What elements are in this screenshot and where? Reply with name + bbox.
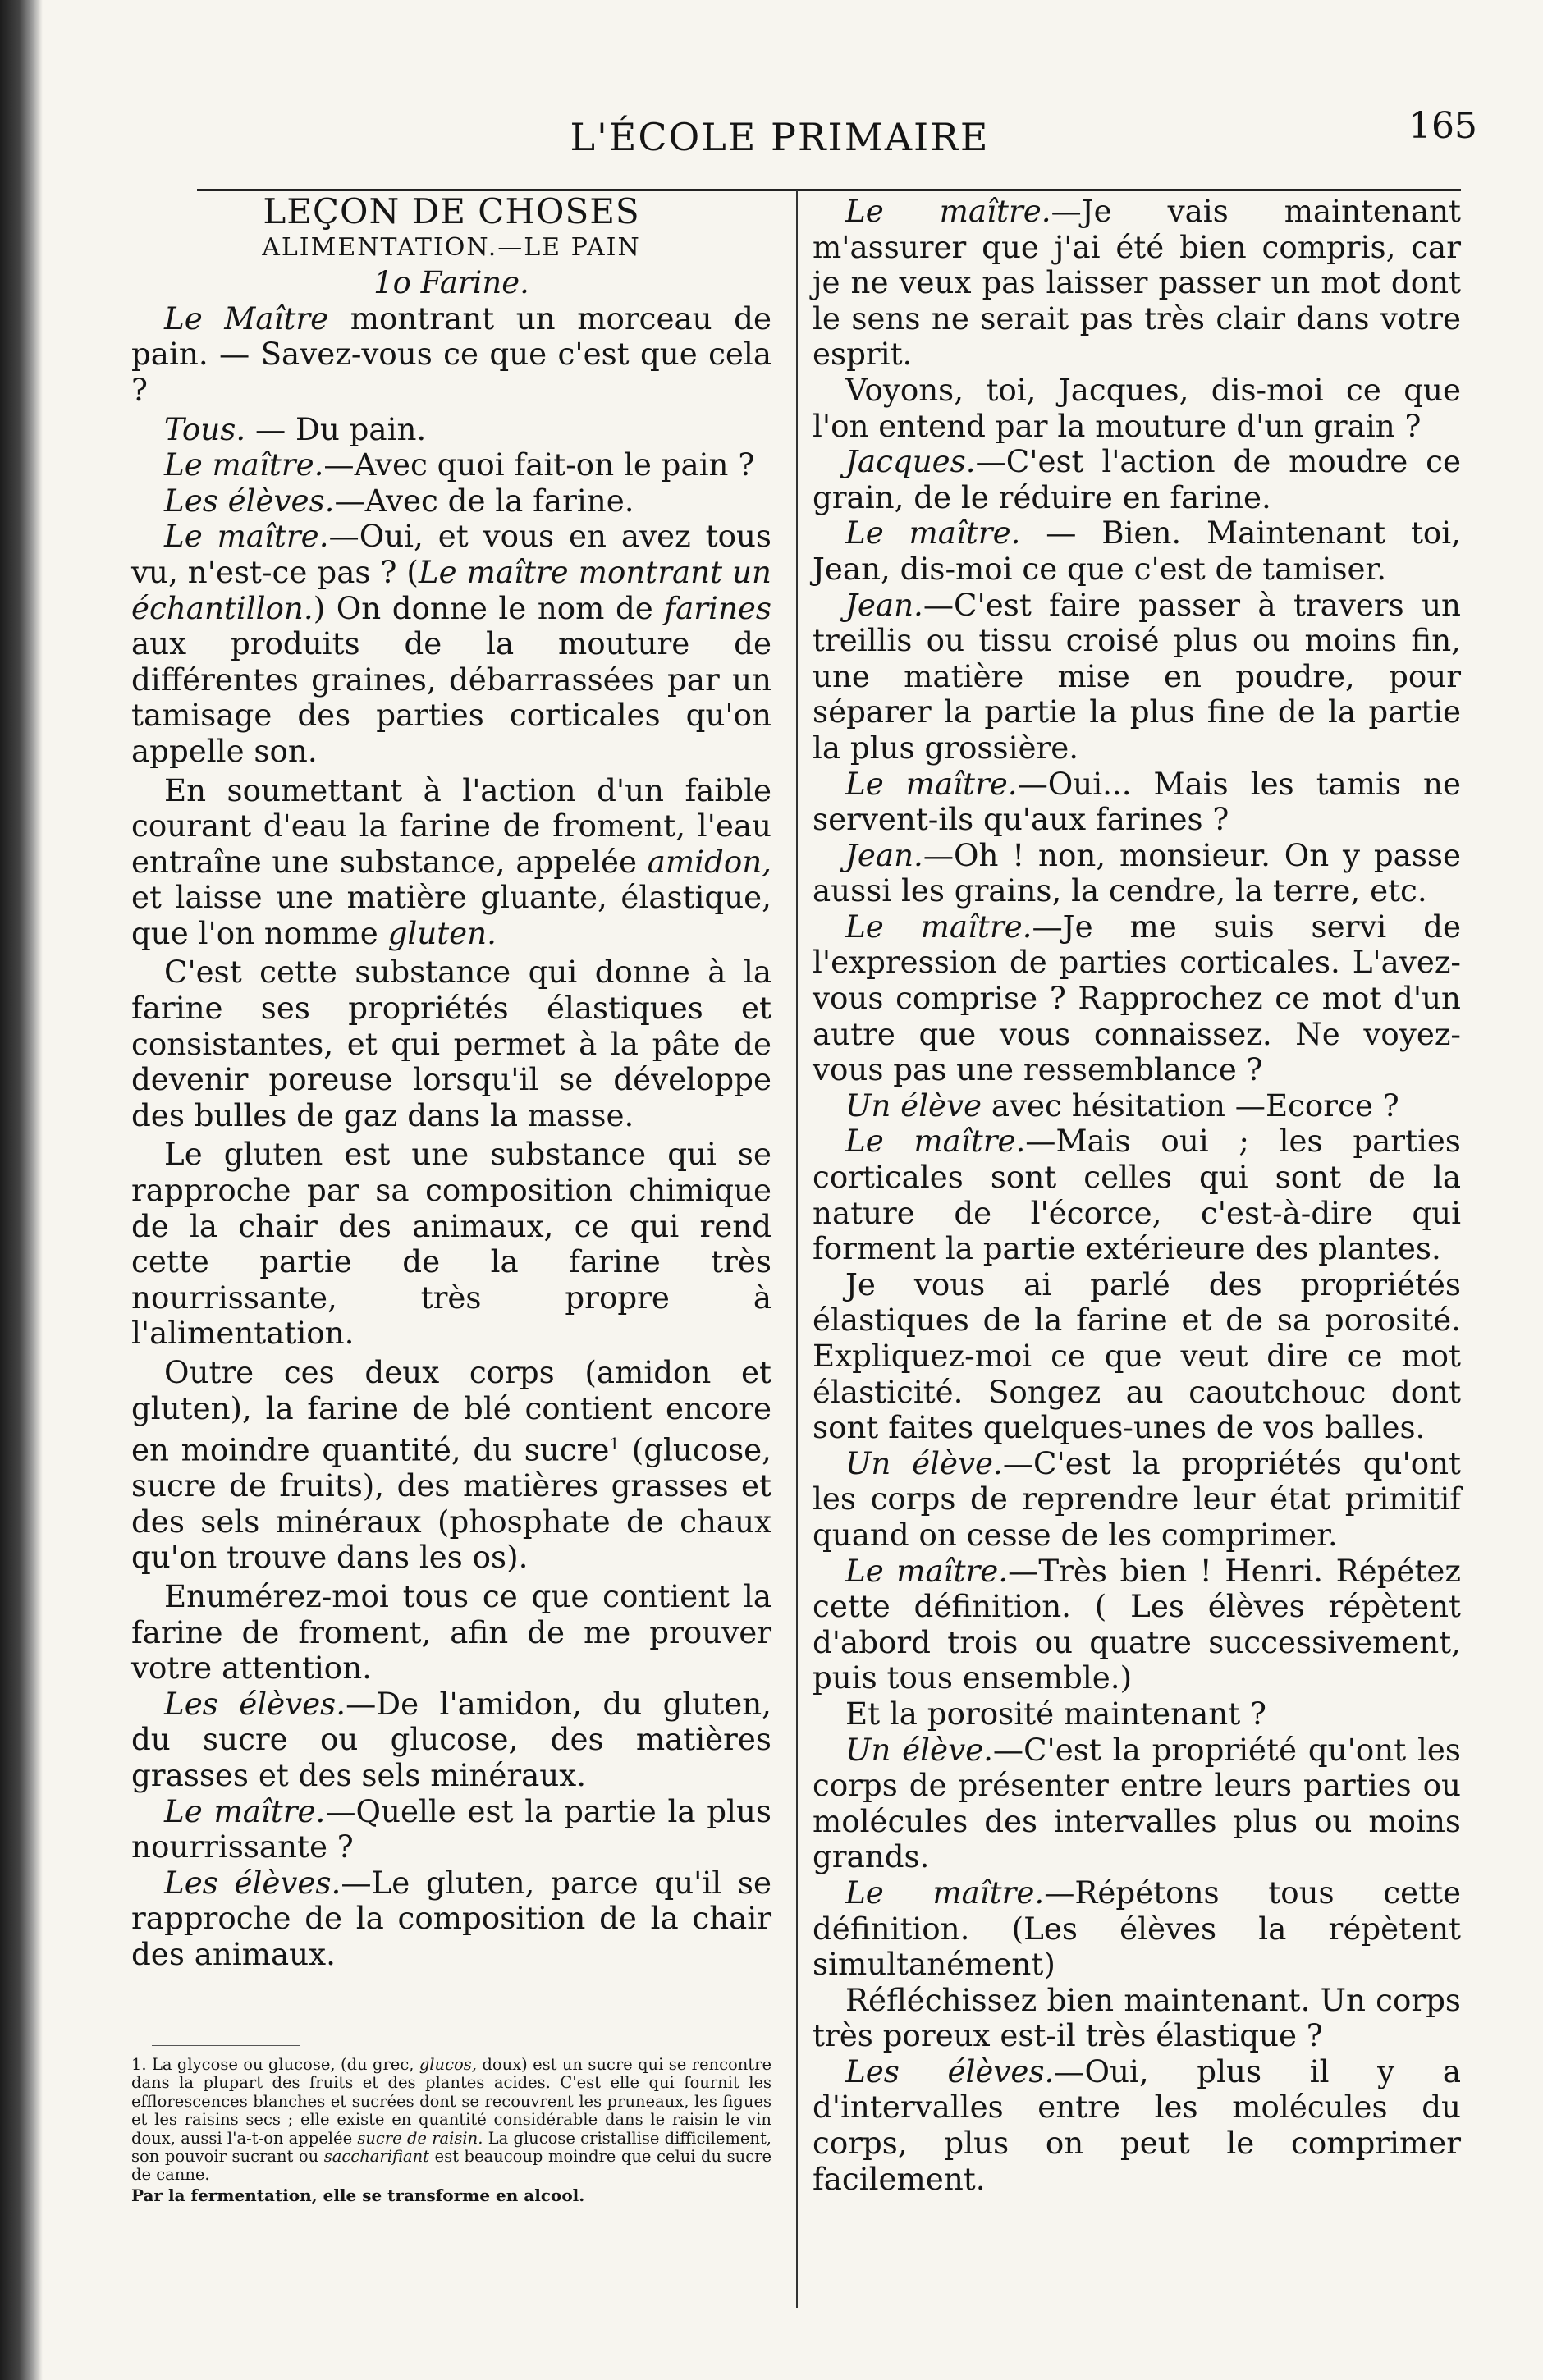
- speaker: Un élève: [845, 1087, 982, 1124]
- italic-text: farines: [664, 589, 772, 626]
- speaker: Un élève.: [845, 1444, 1003, 1481]
- speaker: Le Maître: [164, 300, 329, 336]
- paragraph: Je vous ai parlé des propriétés élastiques de la farine et de sa porosité. Expliquez-moi ce que veut dire ce mot élasticité. Songez au caoutchouc dont sont faites quelques-unes de vos balles.: [813, 1266, 1461, 1446]
- paragraph: Le gluten est une substance qui se rapproche par sa composition chimique de la chair des animaux, ce qui rend cette partie de la farine très nourrissante, très propre à l'alimentation.: [131, 1136, 772, 1352]
- paragraph-text: —Oui, plus il y a d'intervalles entre les molécules du corps, plus on peut le comprimer facilement.: [813, 2053, 1462, 2197]
- speaker: Jean.: [845, 836, 923, 873]
- speaker: Le maître.: [164, 518, 329, 555]
- paragraph-text: —Oui, et vous en avez tous vu, n'est-ce pas ? (: [131, 518, 772, 590]
- paragraph: [813, 515, 1461, 587]
- footnote-italic: sucre de raisin.: [357, 2128, 483, 2148]
- paragraph: [813, 1732, 1461, 1875]
- speaker: Le maître.: [845, 1552, 1009, 1589]
- paragraph: [813, 2054, 1461, 2197]
- paragraph-text: En soumettant à l'action d'un faible courant d'eau la farine de froment, l'eau entraîne une substance, appelée: [131, 771, 772, 880]
- footnote-span: est beaucoup moindre que celui du sucre de canne.: [131, 2147, 772, 2185]
- page-number: 165: [1408, 105, 1477, 147]
- paragraph: [131, 1794, 772, 1865]
- column-divider: [796, 190, 798, 2308]
- speaker: Les élèves.: [164, 1685, 346, 1722]
- paragraph-text: montrant un morceau de pain. — Savez-vous ce que c'est que cela ?: [131, 300, 772, 408]
- paragraph-text: —Avec quoi fait-on le pain ?: [323, 446, 755, 483]
- paragraph-text: —C'est la propriété qu'ont les corps de présenter entre leurs parties ou molécules des intervalles plus ou moins grands.: [813, 1731, 1461, 1875]
- paragraph-text: —C'est la propriétés qu'ont les corps de reprendre leur état primitif quand on cesse de les comprimer.: [813, 1444, 1462, 1553]
- paragraph: [813, 1088, 1461, 1124]
- speaker: Le maître.: [164, 446, 324, 483]
- paragraph-text: —Quelle est la partie la plus nourrissante ?: [131, 1792, 772, 1865]
- paragraph: [131, 1355, 772, 1576]
- paragraph: [813, 1446, 1461, 1554]
- running-header: L'ÉCOLE PRIMAIRE: [570, 115, 990, 159]
- footnote-span: 1. La glycose ou glucose, (du grec,: [131, 2055, 419, 2074]
- speaker: Le maître.: [845, 1874, 1045, 1911]
- left-column: [131, 191, 772, 1972]
- paragraph-text: —Oh ! non, monsieur. On y passe aussi les grains, la cendre, la terre, etc.: [813, 836, 1461, 909]
- footnote-last-line: Par la fermentation, elle se transforme en alcool.: [131, 2185, 585, 2205]
- speaker: Le maître.: [845, 765, 1018, 802]
- paragraph-text: —Mais oui ; les parties corticales sont celles qui sont de la nature de l'écorce, c'est-à-dire qui forment la partie extérieure des plantes.: [813, 1123, 1461, 1267]
- paragraph-text: —Oui... Mais les tamis ne servent-ils qu'aux farines ?: [813, 765, 1461, 838]
- paragraph: [813, 444, 1461, 515]
- paragraph: [813, 1875, 1461, 1983]
- section-title: LEÇON DE CHOSES: [263, 191, 640, 231]
- paragraph: [131, 483, 772, 519]
- speaker: Le maître.: [845, 1123, 1026, 1160]
- paragraph: [131, 412, 772, 448]
- book-binding-shadow: [0, 0, 43, 2380]
- speaker: Le maître.: [845, 193, 1051, 229]
- speaker: Jean.: [845, 586, 923, 623]
- paragraph-text: avec hésitation —Ecorce ?: [982, 1087, 1399, 1124]
- paragraph: Et la porosité maintenant ?: [845, 1695, 1266, 1732]
- paragraph-text: —Répétons tous cette définition. (Les élèves la répètent simultanément): [813, 1874, 1461, 1983]
- speaker: Le maître.: [845, 515, 1021, 552]
- paragraph: [813, 588, 1461, 767]
- paragraph: [813, 838, 1461, 909]
- speaker: Un élève.: [845, 1731, 993, 1768]
- paragraph: [131, 1865, 772, 1973]
- paragraph: [813, 909, 1461, 1088]
- right-column: [813, 194, 1461, 2197]
- footnote-text: [131, 2056, 772, 2185]
- paragraph-text: ) On donne le nom de: [313, 589, 665, 626]
- speaker: Les élèves.: [164, 1864, 341, 1901]
- paragraph-text: aux produits de la mouture de différentes graines, débarrassées par un tamisage des parties corticales qu'on appelle son.: [131, 625, 772, 769]
- paragraph: [813, 767, 1461, 838]
- paragraph: Enumérez-moi tous ce que contient la farine de froment, afin de me prouver votre attention.: [131, 1577, 772, 1687]
- footnote-italic: glucos,: [419, 2055, 477, 2074]
- paragraph: [131, 301, 772, 409]
- paragraph: [131, 773, 772, 952]
- paragraph-text: —De l'amidon, du gluten, du sucre ou glucose, des matières grasses et des sels minéraux.: [131, 1685, 772, 1793]
- paragraph-text: —Je me suis servi de l'expression de parties corticales. L'avez-vous comprise ? Rapprochez ce mot d'un autre que vous connaissez. Ne voyez-vous pas une ressemblance ?: [813, 908, 1461, 1088]
- paragraph: [813, 194, 1461, 373]
- paragraph-text: —Le gluten, parce qu'il se rapproche de la composition de la chair des animaux.: [131, 1864, 772, 1972]
- footnote-span: La glucose cristallise difficilement, son pouvoir sucrant ou: [131, 2128, 772, 2167]
- italic-text: gluten.: [387, 914, 497, 951]
- paragraph-text: — Du pain.: [245, 410, 427, 447]
- paragraph-text: Outre ces deux corps (amidon et gluten), la farine de blé contient encore en moindre quantité, du sucre: [131, 1354, 772, 1468]
- paragraph: [131, 447, 772, 483]
- speaker: Les élèves.: [845, 2053, 1055, 2089]
- speaker: Le maître.: [164, 1792, 326, 1829]
- paragraph: [131, 519, 772, 769]
- footnote-reference: 1: [609, 1434, 620, 1454]
- paragraph-text: —C'est l'action de moudre ce grain, de le réduire en farine.: [813, 443, 1461, 515]
- paragraph: Voyons, toi, Jacques, dis-moi ce que l'on entend par la mouture d'un grain ?: [813, 371, 1461, 444]
- speaker: Les élèves.: [164, 482, 335, 519]
- speaker: Jacques.: [845, 443, 976, 480]
- paragraph-text: — Bien. Maintenant toi, Jean, dis-moi ce que c'est de tamiser.: [813, 515, 1461, 587]
- paragraph-text: et laisse une matière gluante, élastique, que l'on nomme: [131, 879, 772, 951]
- paragraph: Réfléchissez bien maintenant. Un corps très poreux est-il très élastique ?: [813, 1981, 1461, 2054]
- paragraph-text: —Avec de la farine.: [334, 482, 634, 519]
- footnote: [131, 2056, 772, 2204]
- paragraph: C'est cette substance qui donne à la farine ses propriétés élastiques et consistantes, et qui permet à la pâte de devenir poreuse lorsqu'il se développe des bulles de gaz dans la masse.: [131, 954, 772, 1133]
- paragraph-text: —C'est faire passer à travers un treillis ou tissu croisé plus ou moins fin, une matière mise en poudre, pour séparer la partie la plus fine de la partie la plus grossière.: [813, 586, 1461, 766]
- italic-text: Le maître montrant un échantillon.: [131, 553, 772, 626]
- speaker: Le maître.: [845, 908, 1032, 945]
- section-subtitle: ALIMENTATION.—LE PAIN: [262, 232, 641, 262]
- footnote-span: doux) est un sucre qui se rencontre dans la plupart des fruits et des plantes acides. C'est elle qui fournit les efflorescences blanches et sucrées dont se recouvrent les pruneaux, les figues et les raisins secs ; elle existe en quantité considérable dans le raisin le vin doux, aussi l'a-t-on appelée: [131, 2055, 772, 2148]
- paragraph-text: —Très bien ! Henri. Répétez cette définition. ( Les élèves répètent d'abord trois ou quatre successivement, puis tous ensemble.): [813, 1552, 1461, 1696]
- paragraph-text: (glucose, sucre de fruits), des matières grasses et des sels minéraux (phosphate de chaux qu'on trouve dans les os).: [131, 1431, 772, 1576]
- subsection-heading: 1o Farine.: [373, 265, 529, 301]
- footnote-rule: [152, 2045, 300, 2046]
- speaker: Tous.: [164, 410, 246, 447]
- paragraph: [813, 1554, 1461, 1696]
- paragraph: [131, 1687, 772, 1794]
- paragraph: [813, 1124, 1461, 1266]
- italic-text: amidon,: [647, 843, 772, 880]
- paragraph-text: —Je vais maintenant m'assurer que j'ai été bien compris, car je ne veux pas laisser passer un mot dont le sens ne serait pas très clair dans votre esprit.: [813, 193, 1461, 373]
- footnote-italic: saccharifiant: [323, 2147, 429, 2167]
